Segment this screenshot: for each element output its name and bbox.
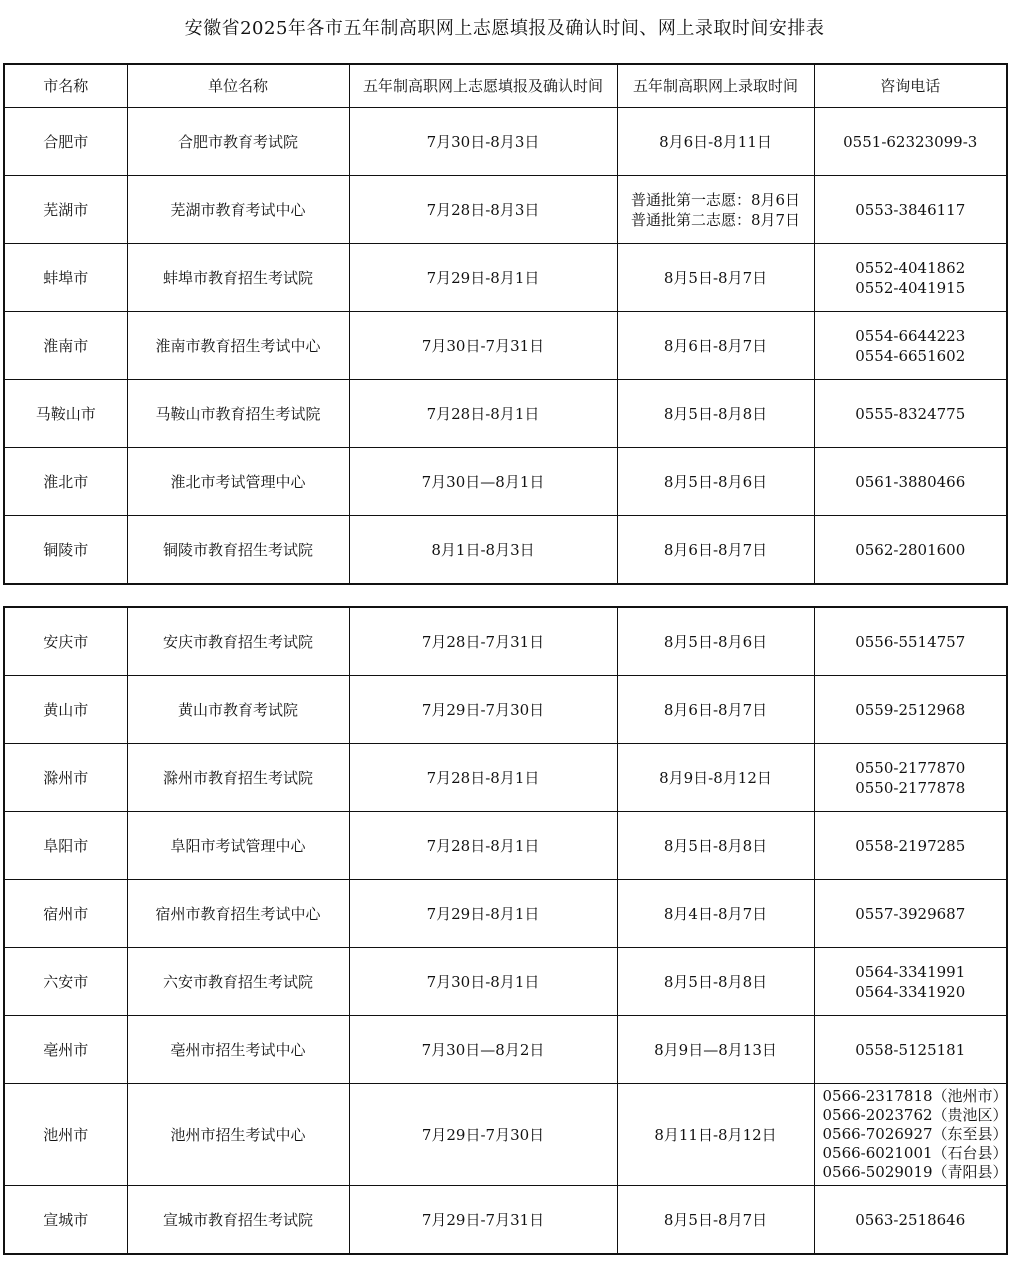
admit-time-cell [617,607,814,676]
table-row [4,244,1007,312]
admit-time-cell-line: 8月9日-8月12日 [659,768,772,787]
unit-cell: 安庆市教育招生考试院 [127,607,349,676]
apply-time-cell: 7月29日-8月1日 [349,244,617,312]
unit-cell: 黄山市教育考试院 [127,676,349,744]
phone-cell-line: 0559-2512968 [855,700,966,719]
admit-time-cell-line: 8月5日-8月7日 [663,1210,768,1229]
admit-time-cell-line: 8月5日-8月8日 [663,404,768,423]
phone-cell-line: 0551-62323099-3 [843,132,978,151]
admit-time-cell [617,1084,814,1186]
unit-cell: 淮南市教育招生考试中心 [127,312,349,380]
phone-cell [814,1084,1007,1186]
city-cell: 安庆市 [4,607,127,676]
phone-cell [814,108,1007,176]
unit-cell: 淮北市考试管理中心 [127,448,349,516]
admit-time-cell-line: 8月6日-8月7日 [663,700,768,719]
city-cell: 淮南市 [4,312,127,380]
apply-time-cell: 7月30日-8月1日 [349,948,617,1016]
admit-time-cell-line: 8月5日-8月8日 [663,972,768,991]
city-cell: 芜湖市 [4,176,127,244]
admit-time-cell [617,448,814,516]
unit-cell: 六安市教育招生考试院 [127,948,349,1016]
header-admit-time: 五年制高职网上录取时间 [617,64,814,108]
admit-time-cell [617,312,814,380]
apply-time-cell: 7月29日-7月31日 [349,1186,617,1255]
admit-time-cell [617,1186,814,1255]
admit-time-cell [617,676,814,744]
phone-cell [814,516,1007,585]
phone-cell-line: 0566-7026927（东至县） [822,1125,1008,1143]
schedule-table-part-2 [3,606,1008,1255]
phone-cell [814,1016,1007,1084]
phone-cell [814,380,1007,448]
unit-cell: 芜湖市教育考试中心 [127,176,349,244]
city-cell: 马鞍山市 [4,380,127,448]
phone-cell [814,448,1007,516]
page-title: 安徽省2025年各市五年制高职网上志愿填报及确认时间、网上录取时间安排表 [184,18,825,39]
city-cell: 蚌埠市 [4,244,127,312]
admit-time-cell-line: 普通批第一志愿：8月6日 [630,190,801,209]
table-row [4,1084,1007,1186]
unit-cell: 宿州市教育招生考试中心 [127,880,349,948]
admit-time-cell [617,880,814,948]
city-cell: 滁州市 [4,744,127,812]
city-cell: 宣城市 [4,1186,127,1255]
phone-cell [814,607,1007,676]
city-cell: 淮北市 [4,448,127,516]
phone-cell-line: 0558-2197285 [855,836,966,855]
table-row [4,948,1007,1016]
admit-time-cell-line: 8月5日-8月7日 [663,268,768,287]
admit-time-cell [617,176,814,244]
phone-cell [814,244,1007,312]
city-cell: 池州市 [4,1084,127,1186]
phone-cell [814,744,1007,812]
city-cell: 亳州市 [4,1016,127,1084]
city-cell: 宿州市 [4,880,127,948]
header-phone: 咨询电话 [814,64,1007,108]
phone-cell-line: 0566-5029019（青阳县） [822,1163,1008,1181]
unit-cell: 池州市招生考试中心 [127,1084,349,1186]
city-cell: 阜阳市 [4,812,127,880]
admit-time-cell-line: 8月11日-8月12日 [654,1125,777,1144]
phone-cell-line: 0556-5514757 [855,632,966,651]
phone-cell-line: 0566-2023762（贵池区） [822,1106,1008,1124]
admit-time-cell-line: 8月5日-8月6日 [663,472,768,491]
table-row [4,176,1007,244]
phone-cell [814,1186,1007,1255]
unit-cell: 宣城市教育招生考试院 [127,1186,349,1255]
apply-time-cell: 7月29日-7月30日 [349,676,617,744]
phone-cell-line: 0564-3341991 [855,962,966,981]
phone-cell-line: 0554-6651602 [855,346,966,365]
phone-cell-line: 0563-2518646 [855,1210,966,1229]
table-row [4,380,1007,448]
table-row [4,1186,1007,1255]
phone-cell-line: 0561-3880466 [855,472,966,491]
admit-time-cell [617,744,814,812]
header-unit: 单位名称 [127,64,349,108]
schedule-table-part-1 [3,63,1008,585]
city-cell: 六安市 [4,948,127,1016]
admit-time-cell-line: 8月9日—8月13日 [654,1040,777,1059]
phone-cell-line: 0554-6644223 [855,326,966,345]
table-row [4,812,1007,880]
table-row [4,880,1007,948]
unit-cell: 铜陵市教育招生考试院 [127,516,349,585]
apply-time-cell: 7月29日-8月1日 [349,880,617,948]
apply-time-cell: 7月28日-8月1日 [349,380,617,448]
admit-time-cell [617,244,814,312]
apply-time-cell: 7月28日-8月1日 [349,744,617,812]
admit-time-cell [617,108,814,176]
apply-time-cell: 7月30日—8月2日 [349,1016,617,1084]
unit-cell: 阜阳市考试管理中心 [127,812,349,880]
unit-cell: 蚌埠市教育招生考试院 [127,244,349,312]
admit-time-cell-line: 8月6日-8月7日 [663,540,768,559]
phone-cell [814,312,1007,380]
admit-time-cell-line: 8月4日-8月7日 [663,904,768,923]
city-cell: 黄山市 [4,676,127,744]
table-row [4,312,1007,380]
table-header-row [4,64,1007,108]
city-cell: 铜陵市 [4,516,127,585]
phone-cell [814,948,1007,1016]
admit-time-cell-line: 8月6日-8月7日 [663,336,768,355]
table-row [4,516,1007,585]
apply-time-cell: 7月29日-7月30日 [349,1084,617,1186]
table-row [4,1016,1007,1084]
apply-time-cell: 7月28日-8月3日 [349,176,617,244]
phone-cell-line: 0553-3846117 [855,200,966,219]
phone-cell-line: 0566-2317818（池州市） [822,1087,1008,1105]
phone-cell [814,880,1007,948]
admit-time-cell [617,1016,814,1084]
apply-time-cell: 7月30日-7月31日 [349,312,617,380]
unit-cell: 马鞍山市教育招生考试院 [127,380,349,448]
table-row [4,607,1007,676]
apply-time-cell: 7月30日—8月1日 [349,448,617,516]
admit-time-cell-line: 8月5日-8月6日 [663,632,768,651]
phone-cell-line: 0550-2177870 [855,758,966,777]
unit-cell: 滁州市教育招生考试院 [127,744,349,812]
apply-time-cell: 7月28日-8月1日 [349,812,617,880]
unit-cell: 合肥市教育考试院 [127,108,349,176]
city-cell: 合肥市 [4,108,127,176]
phone-cell-line: 0562-2801600 [855,540,966,559]
table-row [4,676,1007,744]
phone-cell [814,676,1007,744]
phone-cell [814,812,1007,880]
phone-cell-line: 0555-8324775 [855,404,966,423]
phone-cell-line: 0558-5125181 [855,1040,966,1059]
header-city: 市名称 [4,64,127,108]
table-row [4,448,1007,516]
phone-cell-line: 0566-6021001（石台县） [822,1144,1008,1162]
apply-time-cell: 7月30日-8月3日 [349,108,617,176]
apply-time-cell: 8月1日-8月3日 [349,516,617,585]
phone-cell [814,176,1007,244]
admit-time-cell [617,380,814,448]
admit-time-cell-line: 8月6日-8月11日 [659,132,772,151]
table-row [4,108,1007,176]
unit-cell: 亳州市招生考试中心 [127,1016,349,1084]
header-apply-time: 五年制高职网上志愿填报及确认时间 [349,64,617,108]
table-row [4,744,1007,812]
admit-time-cell-line: 普通批第二志愿：8月7日 [630,210,801,229]
phone-cell-line: 0564-3341920 [855,982,966,1001]
phone-cell-line: 0552-4041862 [855,258,966,277]
admit-time-cell [617,948,814,1016]
apply-time-cell: 7月28日-7月31日 [349,607,617,676]
phone-cell-line: 0552-4041915 [855,278,966,297]
phone-cell-line: 0557-3929687 [855,904,966,923]
admit-time-cell [617,812,814,880]
phone-cell-line: 0550-2177878 [855,778,966,797]
admit-time-cell [617,516,814,585]
admit-time-cell-line: 8月5日-8月8日 [663,836,768,855]
